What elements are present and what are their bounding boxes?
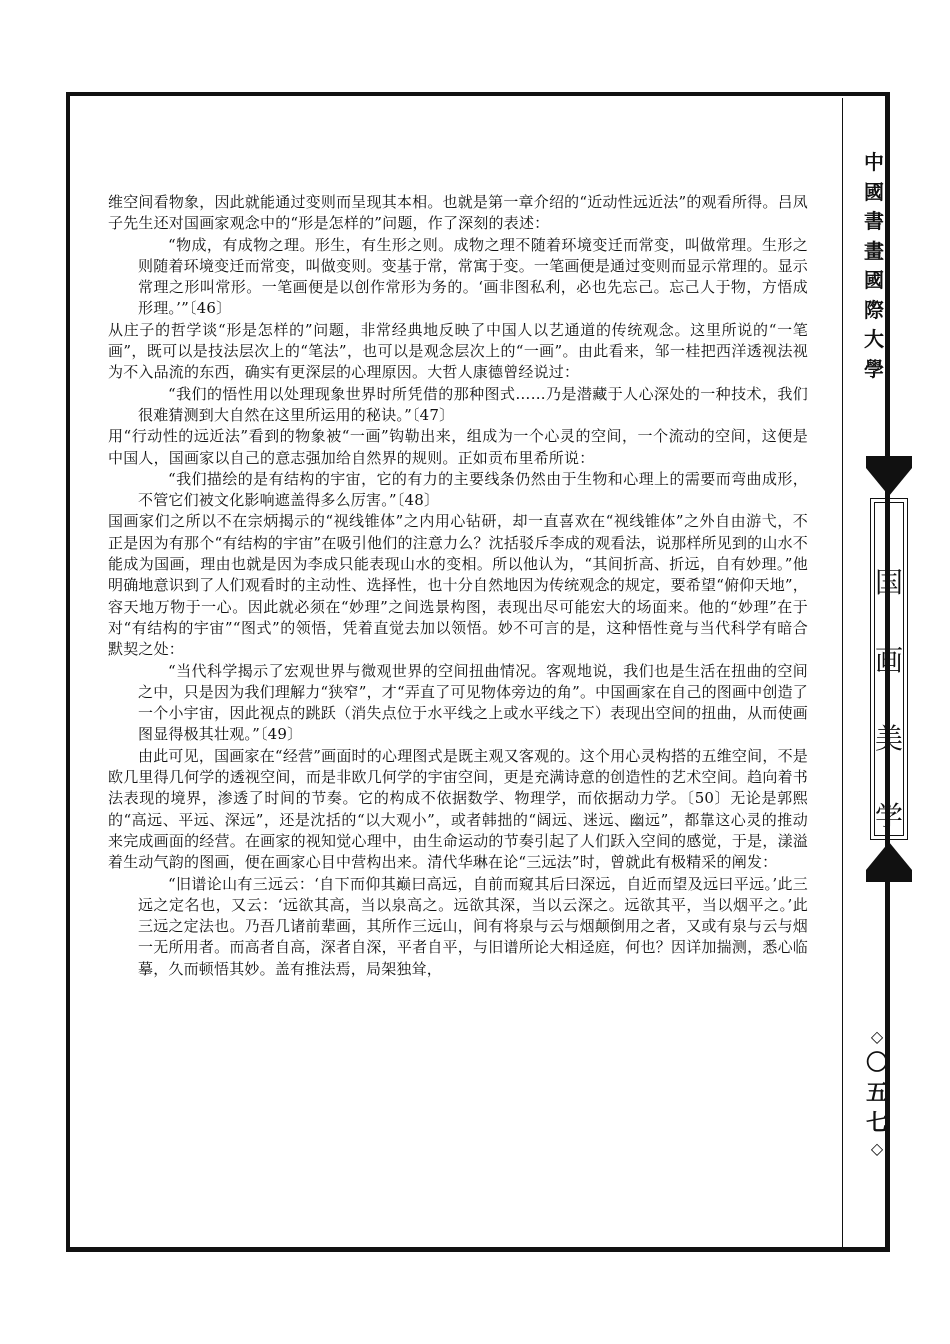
side-title-char: 書 xyxy=(864,209,884,233)
quote-2: “我们描绘的是有结构的宇宙，它的有力的主要线条仍然由于生物和心理上的需要而弯曲成形，不管它们被文化影响遮盖得多么厉害。”〔48〕 xyxy=(138,469,808,510)
side-title-char: 中 xyxy=(864,150,884,174)
side-title-char: 學 xyxy=(864,356,884,381)
quote-4: “旧谱论山有三远云：‘自下而仰其巅曰高远，自前而窥其后曰深远，自近而望及远曰平远。’此三远之定名也，又云：‘远欲其高，当以泉高之。远欲其深，当以云深之。远欲其平，当以烟平之。’此三远之定法也。乃吾几诸前辈画，其所作三远山，间有将泉与云与烟颠倒用之者，又或有泉与云与烟一无所用者。而高者自高，深者自深，平者自平，与旧谱所论大相迳庭，何也？因详加揣测，悉心临摹，久而顿悟其妙。盖有推法焉，局架独耸， xyxy=(138,874,808,978)
paragraph-3: 国画家们之所以不在宗炳揭示的“视线锥体”之内用心钻研，却一直喜欢在“视线锥体”之外自由游弋，不正是因为有那个“有结构的宇宙”在吸引他们的注意力么？沈括驳斥李成的观看法，说那样所见到的山水不能成为国画，理由也就是因为李成只能表现山水的变相。所以他认为，“其间折高、折远，自有妙理。”他明确地意识到了人们观看时的主动性、选择性，也十分自然地因为传统观念的规定，要希望“俯仰天地”，容天地万物于一心。因此就必须在“妙理”之间选景构图，表现出尽可能宏大的场面来。他的“妙理”在于对“有结构的宇宙”“图式”的领悟，凭着直觉去加以领悟。妙不可言的是，这种悟性竟与当代科学有暗合默契之处： xyxy=(108,512,808,659)
quote-3: “当代科学揭示了宏观世界与微观世界的空间扭曲情况。客观地说，我们也是生活在扭曲的空间之中，只是因为我们理解力“狭窄”，才“弄直了可见物体旁边的角”。中国画家在自己的图画中创造了一个小宇宙，因此视点的跳跃（消失点位于水平线之上或水平线之下）表现出空间的扭曲，从而使画图显得极其壮观。”〔49〕 xyxy=(138,661,808,744)
paragraph-0: 维空间看物象，因此就能通过变则而呈现其本相。也就是第一章介绍的“近动性远近法”的观看所得。吕凤子先生还对国画家观念中的“形是怎样的”问题，作了深刻的表述： xyxy=(108,193,808,233)
paragraph-1: 从庄子的哲学谈“形是怎样的”问题，非常经典地反映了中国人以艺通道的传统观念。这里所说的“一笔画”，既可以是技法层次上的“笔法”，也可以是观念层次上的“一画”。由此看来，邹一桂把西洋透视法视为不入品流的东西，确实有更深层的心理原因。大哲人康德曾经说过： xyxy=(108,320,808,382)
side-title-char: 際 xyxy=(864,297,884,322)
book-title-char: 学 xyxy=(874,800,903,833)
paragraph-4: 由此可见，国画家在“经营”画面时的心理图式是既主观又客观的。这个用心灵构搭的五维空间，不是欧几里得几何学的透视空间，而是非欧几何学的宇宙空间，更是充满诗意的创造性的艺术空间。趋向着书法表现的境界，渗透了时间的节奏。它的构成不依据数学、物理学，而依据动力学。〔50〕无论是郭熙的“高远、平远、深远”，还是沈括的“以大观小”，或者韩拙的“阔远、迷远、幽远”，都靠这心灵的推动来完成画面的经营。在画家的视知觉心理中，由生命运动的节奏引起了人们跃入空间的感觉，于是，漾溢着生动气韵的图画，便在画家心目中营构出来。清代华琳在论“三远法”时，曾就此有极精采的阐发： xyxy=(108,746,808,872)
side-title-char: 大 xyxy=(864,327,884,351)
side-title-char: 國 xyxy=(864,179,884,204)
book-title xyxy=(870,544,908,856)
main-text xyxy=(108,192,808,980)
page-number-digit: 七 xyxy=(865,1110,888,1136)
side-running-title xyxy=(858,148,890,384)
side-title-char: 畫 xyxy=(864,238,884,263)
page-number-digit: 〇 xyxy=(865,1050,888,1076)
paragraph-2: 用“行动性的远近法”看到的物象被“一画”钩勒出来，组成为一个心灵的空间，一个流动的空间，这便是中国人，国画家以自己的意志强加给自然界的规则。正如贡布里希所说： xyxy=(108,427,808,467)
diamond-icon: ◇ xyxy=(870,1027,884,1046)
quote-1: “我们的悟性用以处理现象世界时所凭借的那种图式……乃是潜藏于人心深处的一种技术，我们很难猜测到大自然在这里所运用的秘诀。”〔47〕 xyxy=(138,384,808,424)
side-title-char: 國 xyxy=(864,268,884,292)
book-title-char: 美 xyxy=(874,722,903,755)
diamond-icon: ◇ xyxy=(870,1139,884,1158)
quote-0: “物成，有成物之理。形生，有生形之则。成物之理不随着环境变迁而常变，叫做常理。生形之则随着环境变迁而常变，叫做变则。变基于常，常寓于变。一笔画便是通过变则而显示常理的。显示常理之形叫常形。一笔画便是以创作常形为务的。‘画非图私利，必也先忘己。忘己人于物，方悟成形理。’”〔46〕 xyxy=(138,235,808,318)
page-number xyxy=(862,1026,892,1160)
book-title-char: 国 xyxy=(874,566,903,599)
page-number-digit: 五 xyxy=(865,1080,888,1106)
book-title-char: 画 xyxy=(874,644,903,677)
